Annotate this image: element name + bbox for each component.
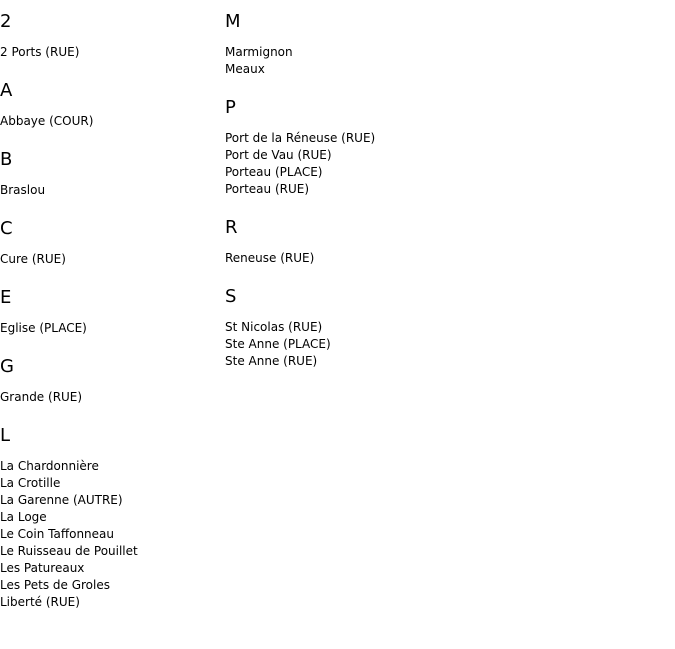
street-link-abbaye-cour[interactable]: Abbaye (COUR) [0, 114, 94, 128]
street-list [225, 250, 665, 267]
street-link-la-garenne-autre[interactable]: La Garenne (AUTRE) [0, 493, 123, 507]
letter-group-l [0, 426, 224, 611]
street-link-le-ruisseau-de-pouillet[interactable]: Le Ruisseau de Pouillet [0, 544, 138, 558]
street-list [225, 44, 665, 78]
street-link-la-crotille[interactable]: La Crotille [0, 476, 61, 490]
letter-group-c [0, 219, 224, 268]
letter-heading: R [225, 217, 238, 238]
street-link-porteau-place[interactable]: Porteau (PLACE) [225, 165, 323, 179]
street-link-les-pets-de-groles[interactable]: Les Pets de Groles [0, 578, 110, 592]
letter-heading: E [0, 287, 12, 308]
street-list-item [0, 492, 224, 509]
letter-group-a [0, 81, 224, 130]
street-list [225, 319, 665, 370]
street-list-item [225, 164, 665, 181]
letter-group-2 [0, 12, 224, 61]
street-list-item [0, 509, 224, 526]
letter-group-g [0, 357, 224, 406]
street-link-liberte-rue[interactable]: Liberté (RUE) [0, 595, 80, 609]
street-list-item [0, 560, 224, 577]
street-link-reneuse-rue[interactable]: Reneuse (RUE) [225, 251, 315, 265]
letter-heading: P [225, 97, 236, 118]
street-link-braslou[interactable]: Braslou [0, 183, 46, 197]
street-link-eglise-place[interactable]: Eglise (PLACE) [0, 321, 87, 335]
street-list [0, 320, 224, 337]
street-list-item [225, 61, 665, 78]
letter-group-r [225, 218, 665, 267]
street-link-2-ports-rue[interactable]: 2 Ports (RUE) [0, 45, 80, 59]
street-list-item [0, 594, 224, 611]
street-list-item [225, 181, 665, 198]
street-list-item [0, 543, 224, 560]
street-list-item [0, 251, 224, 268]
street-list-item [0, 320, 224, 337]
letter-heading: S [225, 286, 237, 307]
letter-heading: G [0, 356, 14, 377]
street-link-port-de-vau-rue[interactable]: Port de Vau (RUE) [225, 148, 332, 162]
street-list-item [225, 130, 665, 147]
street-link-grande-rue[interactable]: Grande (RUE) [0, 390, 83, 404]
street-list [0, 251, 224, 268]
street-list-item [0, 526, 224, 543]
street-list-item [0, 113, 224, 130]
street-index-right-column [225, 0, 665, 370]
street-list [0, 458, 224, 611]
letter-heading: M [225, 11, 241, 32]
letter-group-p [225, 98, 665, 198]
letter-group-b [0, 150, 224, 199]
street-list [225, 130, 665, 198]
street-link-meaux[interactable]: Meaux [225, 62, 265, 76]
street-link-ste-anne-place[interactable]: Ste Anne (PLACE) [225, 337, 331, 351]
street-list-item [225, 353, 665, 370]
street-list-item [0, 577, 224, 594]
street-list-item [0, 44, 224, 61]
letter-group-e [0, 288, 224, 337]
street-list-item [225, 147, 665, 164]
street-link-ste-anne-rue[interactable]: Ste Anne (RUE) [225, 354, 318, 368]
street-list-item [0, 389, 224, 406]
street-list [0, 182, 224, 199]
street-link-st-nicolas-rue[interactable]: St Nicolas (RUE) [225, 320, 323, 334]
street-link-cure-rue[interactable]: Cure (RUE) [0, 252, 66, 266]
street-list-item [0, 182, 224, 199]
street-list [0, 113, 224, 130]
street-link-le-coin-taffonneau[interactable]: Le Coin Taffonneau [0, 527, 115, 541]
street-list-item [0, 458, 224, 475]
letter-heading: C [0, 218, 13, 239]
street-index-left-column [0, 0, 224, 611]
letter-heading: B [0, 149, 13, 170]
street-list-item [0, 475, 224, 492]
street-link-porteau-rue[interactable]: Porteau (RUE) [225, 182, 310, 196]
street-link-la-chardonniere[interactable]: La Chardonnière [0, 459, 99, 473]
street-link-marmignon[interactable]: Marmignon [225, 45, 293, 59]
street-list [0, 389, 224, 406]
letter-heading: L [0, 425, 11, 446]
street-link-port-de-la-reneuse-rue[interactable]: Port de la Réneuse (RUE) [225, 131, 376, 145]
letter-heading: 2 [0, 11, 12, 32]
street-list [0, 44, 224, 61]
street-link-les-patureaux[interactable]: Les Patureaux [0, 561, 85, 575]
street-list-item [225, 336, 665, 353]
letter-group-s [225, 287, 665, 370]
street-list-item [225, 319, 665, 336]
letter-group-m [225, 12, 665, 78]
street-link-la-loge[interactable]: La Loge [0, 510, 47, 524]
letter-heading: A [0, 80, 13, 101]
street-list-item [225, 44, 665, 61]
street-list-item [225, 250, 665, 267]
